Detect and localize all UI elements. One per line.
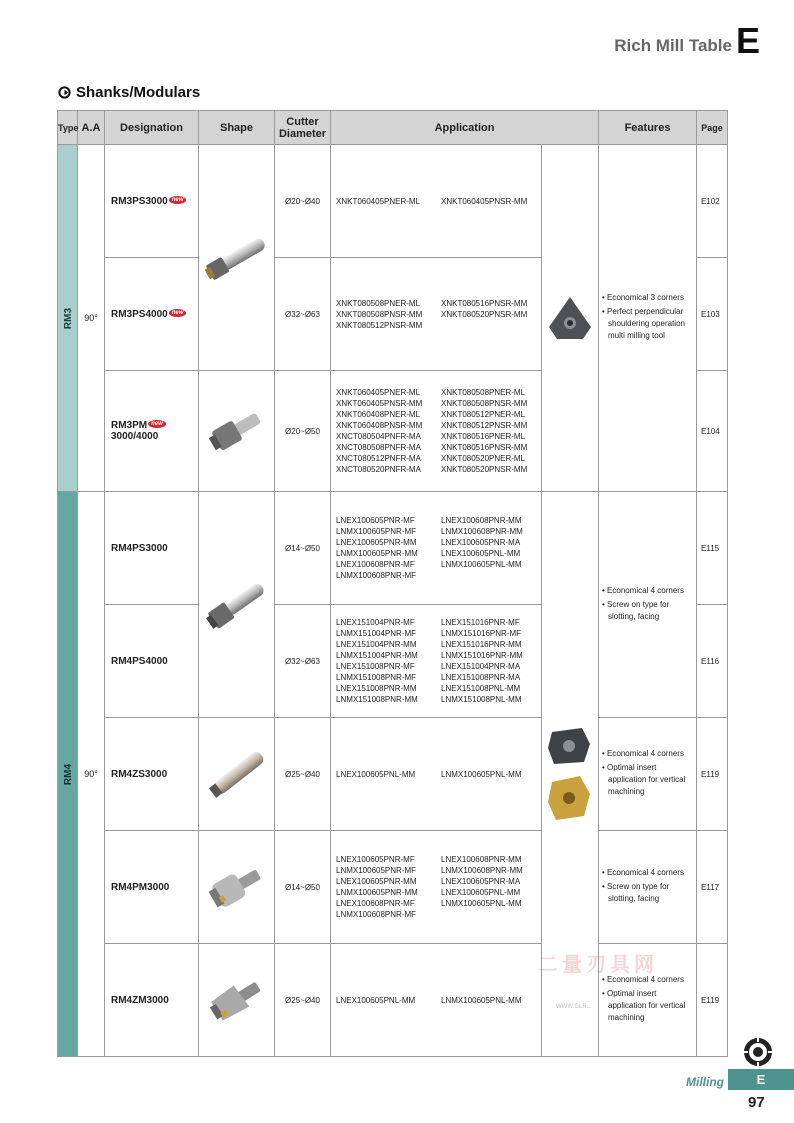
insert-code: LNEX151008PNL-MM	[441, 684, 521, 693]
col-page: Page	[697, 111, 728, 145]
features	[599, 718, 697, 831]
insert-code: LNEX100605PNL-MM	[441, 888, 521, 897]
insert-code: LNEX151016PNR-MF	[441, 618, 520, 627]
approach-angle: 90°	[78, 145, 105, 492]
modular-cutter-icon	[204, 857, 270, 917]
col-shape: Shape	[199, 111, 275, 145]
cutter-diameter: Ø32~Ø63	[275, 605, 331, 718]
feature-item: • Screw on type for slotting, facing	[602, 599, 696, 623]
insert-code: XNKT060408PNER-ML	[336, 410, 421, 419]
insert-code: LNEX151004PNR-MM	[336, 640, 417, 649]
page-ref: E115	[697, 492, 728, 605]
feature-item: • Perfect perpendicular shouldering operation multi milling tool	[602, 306, 696, 342]
insert-code: LNMX100605PNL-MM	[441, 560, 522, 569]
shape-image	[199, 371, 275, 492]
table-row	[58, 718, 728, 831]
insert-code: XNKT080520PNSR-MM	[441, 309, 528, 319]
insert-code: LNMX100605PNL-MM	[441, 995, 522, 1005]
application	[331, 605, 542, 718]
insert-code: LNMX100605PNR-MM	[336, 888, 418, 897]
insert-code: LNMX151016PNR-MF	[441, 629, 522, 638]
insert-code: LNEX151008PNR-MA	[441, 673, 521, 682]
insert-code: XNKT080516PNSR-MM	[441, 298, 528, 308]
insert-code: XNKT060405PNSR-MM	[441, 196, 528, 206]
type-rm4: RM4	[58, 492, 78, 1057]
insert-code: XNKT060405PNSR-MM	[336, 399, 423, 408]
milling-cutter-icon	[742, 1036, 774, 1068]
page-ref: E119	[697, 944, 728, 1057]
col-features: Features	[599, 111, 697, 145]
insert-code: XNKT080508PNSR-MM	[441, 399, 528, 408]
feature-item: • Optimal insert application for vertical machining	[602, 988, 696, 1024]
table-row	[58, 492, 728, 605]
application	[331, 831, 542, 944]
insert-code: LNMX100608PNR-MM	[441, 527, 523, 536]
page-ref: E119	[697, 718, 728, 831]
insert-code: XNKT080512PNER-ML	[441, 410, 526, 419]
designation: RM4ZS3000	[105, 718, 199, 831]
insert-code: LNEX100608PNR-MM	[441, 855, 522, 864]
feature-item: • Economical 4 corners	[602, 748, 696, 760]
insert-code: XNKT080508PNER-ML	[441, 388, 526, 397]
cutter-diameter: Ø20~Ø50	[275, 371, 331, 492]
insert-code: XNKT080508PNER-ML	[336, 298, 421, 308]
col-cutter-diameter: Cutter Diameter	[275, 111, 331, 145]
insert-code: XNCT080520PNFR-MA	[336, 465, 421, 474]
endmill-shank-icon	[200, 570, 274, 640]
insert-code: LNMX100605PNR-MM	[336, 549, 418, 558]
insert-code: XNCT080508PNFR-MA	[336, 443, 421, 452]
feature-item: • Economical 4 corners	[602, 867, 696, 879]
endmill-shank-icon	[200, 223, 274, 293]
insert-code: XNKT080508PNSR-MM	[336, 309, 423, 319]
footer-section-label: Milling	[686, 1075, 724, 1089]
application	[331, 492, 542, 605]
insert-code: LNEX100605PNL-MM	[336, 995, 416, 1005]
insert-code: LNMX151008PNR-MF	[336, 673, 417, 682]
features	[599, 492, 697, 718]
cutter-diameter: Ø25~Ø40	[275, 944, 331, 1057]
cutter-diameter: Ø14~Ø50	[275, 831, 331, 944]
page-ref: E102	[697, 145, 728, 258]
watermark-url: WWW.GLR...	[556, 1004, 592, 1010]
designation: RM3PM new 3000/4000	[105, 371, 199, 492]
insert-code: LNMX100605PNR-MF	[336, 527, 417, 536]
insert-code: LNEX100605PNR-MM	[336, 538, 417, 547]
shape-image	[199, 944, 275, 1057]
insert-code: LNEX100608PNR-MM	[441, 516, 522, 525]
features	[599, 831, 697, 944]
shape-image	[199, 718, 275, 831]
insert-code: LNEX151008PNR-MF	[336, 662, 415, 671]
insert-code: XNCT080504PNFR-MA	[336, 432, 421, 441]
cutter-diameter: Ø20~Ø40	[275, 145, 331, 258]
cutter-diameter: Ø25~Ø40	[275, 718, 331, 831]
col-designation: Designation	[105, 111, 199, 145]
watermark: 二量刃具网	[538, 954, 658, 976]
insert-code: XNKT060405PNER-ML	[336, 388, 421, 397]
page-number: 97	[748, 1094, 765, 1111]
table-header-row	[58, 111, 728, 145]
col-aa: A.A	[78, 111, 105, 145]
modular-cutter-icon	[204, 970, 270, 1030]
insert-image	[542, 145, 599, 492]
table-row	[58, 145, 728, 258]
approach-angle: 90°	[78, 492, 105, 1057]
designation: RM4PS4000	[105, 605, 199, 718]
insert-code: LNEX100605PNR-MA	[441, 877, 521, 886]
page-ref: E116	[697, 605, 728, 718]
insert-code: LNEX100605PNR-MF	[336, 516, 415, 525]
new-badge: new	[169, 309, 187, 317]
designation: RM4PS3000	[105, 492, 199, 605]
long-endmill-icon	[200, 739, 274, 809]
insert-code: XNKT080512PNSR-MM	[441, 421, 528, 430]
new-badge: new	[169, 196, 187, 204]
feature-item: • Optimal insert application for vertical machining	[602, 762, 696, 798]
page-ref: E104	[697, 371, 728, 492]
insert-code: XNKT060405PNER-ML	[336, 196, 421, 206]
insert-code: LNMX151004PNR-MF	[336, 629, 417, 638]
insert-code: LNEX100605PNL-MM	[441, 549, 521, 558]
insert-code: LNEX151004PNR-MA	[441, 662, 521, 671]
table-row	[58, 831, 728, 944]
col-application: Application	[331, 111, 599, 145]
insert-code: XNKT060408PNSR-MM	[336, 421, 423, 430]
page-header-title: Rich Mill Table	[614, 36, 732, 55]
application	[331, 718, 542, 831]
insert-code: LNEX100608PNR-MF	[336, 560, 415, 569]
feature-item: • Screw on type for slotting, facing	[602, 881, 696, 905]
section-title: Shanks/Modulars	[76, 84, 201, 101]
designation: RM3PS3000 new	[105, 145, 199, 258]
new-badge: new	[148, 420, 166, 428]
insert-code: LNMX100608PNR-MF	[336, 571, 417, 580]
triangular-insert-icon	[545, 293, 595, 343]
insert-code: LNMX151004PNR-MM	[336, 651, 418, 660]
insert-code: XNKT080516PNER-ML	[441, 432, 526, 441]
shape-image	[199, 145, 275, 371]
insert-code: LNMX151016PNR-MM	[441, 651, 523, 660]
cutter-diameter: Ø14~Ø50	[275, 492, 331, 605]
application	[331, 944, 542, 1057]
cutter-diameter: Ø32~Ø63	[275, 258, 331, 371]
insert-code: XNKT080520PNSR-MM	[441, 465, 528, 474]
application	[331, 145, 542, 258]
insert-code: LNEX151004PNR-MF	[336, 618, 415, 627]
page-ref: E117	[697, 831, 728, 944]
insert-code: LNEX151008PNR-MM	[336, 684, 417, 693]
features	[599, 145, 697, 492]
product-table	[57, 110, 728, 1057]
circle-arrow-icon	[58, 86, 71, 99]
application	[331, 258, 542, 371]
feature-item: • Economical 4 corners	[602, 974, 696, 986]
section-heading	[58, 84, 200, 101]
designation: RM4ZM3000	[105, 944, 199, 1057]
application	[331, 371, 542, 492]
insert-code: LNMX100608PNR-MM	[441, 866, 523, 875]
designation: RM4PM3000	[105, 831, 199, 944]
col-type: Type	[58, 111, 78, 145]
insert-code: XNCT080512PNFR-MA	[336, 454, 421, 463]
insert-code: LNMX100605PNR-MF	[336, 866, 417, 875]
insert-code: LNEX151016PNR-MM	[441, 640, 522, 649]
shape-image	[199, 492, 275, 718]
insert-code: LNMX151008PNR-MM	[336, 695, 418, 704]
designation: RM3PS4000 new	[105, 258, 199, 371]
feature-item: • Economical 4 corners	[602, 585, 696, 597]
shape-image	[199, 831, 275, 944]
insert-code: LNEX100605PNR-MF	[336, 855, 415, 864]
insert-code: LNMX151008PNL-MM	[441, 695, 522, 704]
insert-code: LNEX100605PNR-MM	[336, 877, 417, 886]
insert-code: LNEX100605PNL-MM	[336, 769, 416, 779]
insert-code: LNMX100605PNL-MM	[441, 899, 522, 908]
insert-code: LNEX100605PNR-MA	[441, 538, 521, 547]
rectangular-insert-icon	[544, 724, 596, 824]
footer-section-letter: E	[728, 1069, 794, 1090]
feature-item: • Economical 3 corners	[602, 292, 696, 304]
page-ref: E103	[697, 258, 728, 371]
insert-code: LNMX100608PNR-MF	[336, 910, 417, 919]
modular-cutter-icon	[204, 401, 270, 461]
insert-code: XNKT080520PNER-ML	[441, 454, 526, 463]
insert-code: XNKT080516PNSR-MM	[441, 443, 528, 452]
type-rm3: RM3	[58, 145, 78, 492]
insert-code: LNEX100608PNR-MF	[336, 899, 415, 908]
section-letter: E	[735, 20, 760, 61]
insert-code: LNMX100605PNL-MM	[441, 769, 522, 779]
insert-code: XNKT080512PNSR-MM	[336, 320, 423, 330]
